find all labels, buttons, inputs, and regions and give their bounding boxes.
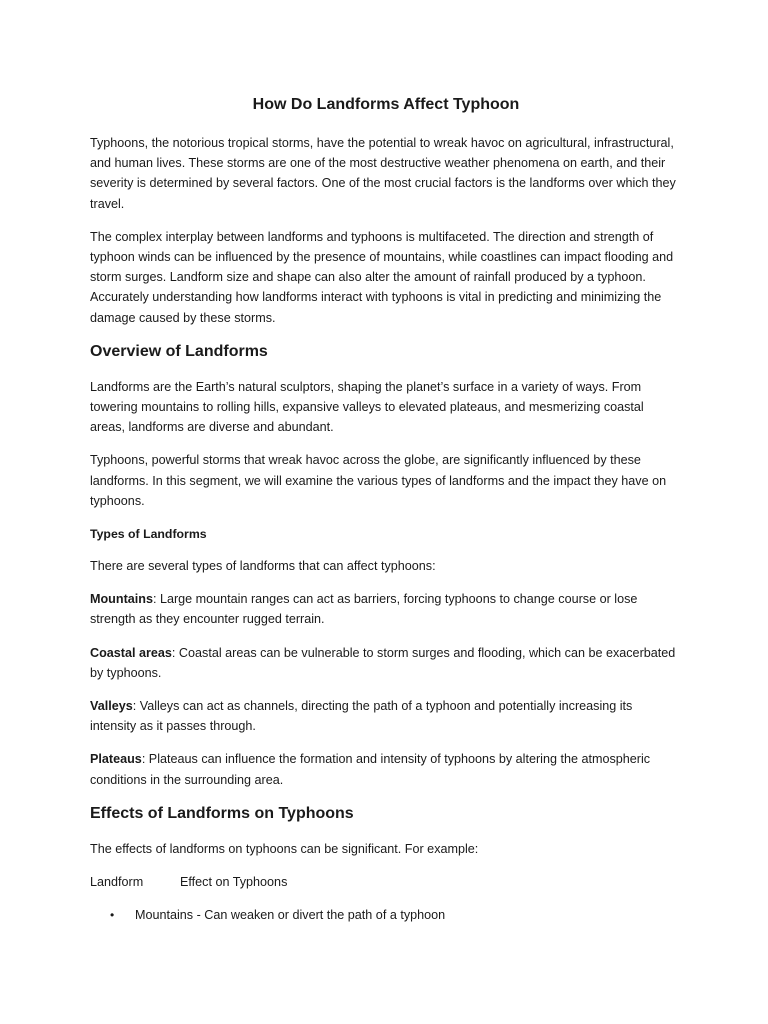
document-title: How Do Landforms Affect Typhoon [252,96,520,113]
intro-paragraph: Typhoons, the notorious tropical storms, have the potential to wreak havoc on agricultural, infrastructural, and human lives. These storms are one of the most destructive weather phenomena on earth, and their severity is determined by several factors. One of the most crucial factors is the landforms over which they travel. [90,136,676,211]
types-lead-paragraph: There are several types of landforms that can affect typhoons: [90,559,436,574]
landform-type-item [90,589,682,629]
intro-paragraph: The complex interplay between landforms and typhoons is multifaceted. The direction and strength of typhoon winds can be influenced by the presence of mountains, while coastlines can impact flooding and storm surges. Landform size and shape can also alter the amount of rainfall produced by a typhoon. Accurately understanding how landforms interact with typhoons is vital in predicting and minimizing the damage caused by these storms. [90,229,674,325]
effects-bullet-list [90,905,682,925]
column-header-landform: Landform [90,875,144,890]
document-body [90,94,682,925]
list-item [90,905,682,925]
overview-paragraph: Landforms are the Earth’s natural sculptors, shaping the planet’s surface in a variety of ways. From towering mountains to rolling hills, expansive valleys to elevated plateaus, and mesmerizing coastal areas, landforms are diverse and abundant. [90,379,644,435]
landform-description: : Valleys can act as channels, directing the path of a typhoon and potentially increasing its intensity as it passes through. [90,699,633,734]
column-header-effect: Effect on Typhoons [180,875,288,890]
overview-paragraph: Typhoons, powerful storms that wreak havoc across the globe, are significantly influenced by these landforms. In this segment, we will examine the various types of landforms and the impact they have on typhoons. [90,453,667,508]
subsection-heading-types: Types of Landforms [90,527,207,542]
landform-description: : Coastal areas can be vulnerable to storm surges and flooding, which can be exacerbated by typhoons. [90,645,676,680]
effects-column-headers [90,872,682,892]
landform-term: Mountains [90,592,153,607]
landform-type-item [90,643,682,683]
landform-description: : Plateaus can influence the formation and intensity of typhoons by altering the atmospheric conditions in the surrounding area. [90,752,651,787]
landform-term: Valleys [90,699,133,714]
effects-lead-paragraph: The effects of landforms on typhoons can be significant. For example: [90,841,479,856]
landform-type-item [90,696,682,736]
landform-term: Coastal areas [90,645,172,660]
section-heading-effects: Effects of Landforms on Typhoons [90,804,354,822]
bullet-icon: • [110,908,115,923]
landform-type-item [90,749,682,789]
list-item-text: Mountains - Can weaken or divert the path of a typhoon [135,908,446,923]
landform-term: Plateaus [90,752,142,767]
landform-description: : Large mountain ranges can act as barriers, forcing typhoons to change course or lose strength as they encounter rugged terrain. [90,592,638,627]
section-heading-overview: Overview of Landforms [90,342,268,360]
